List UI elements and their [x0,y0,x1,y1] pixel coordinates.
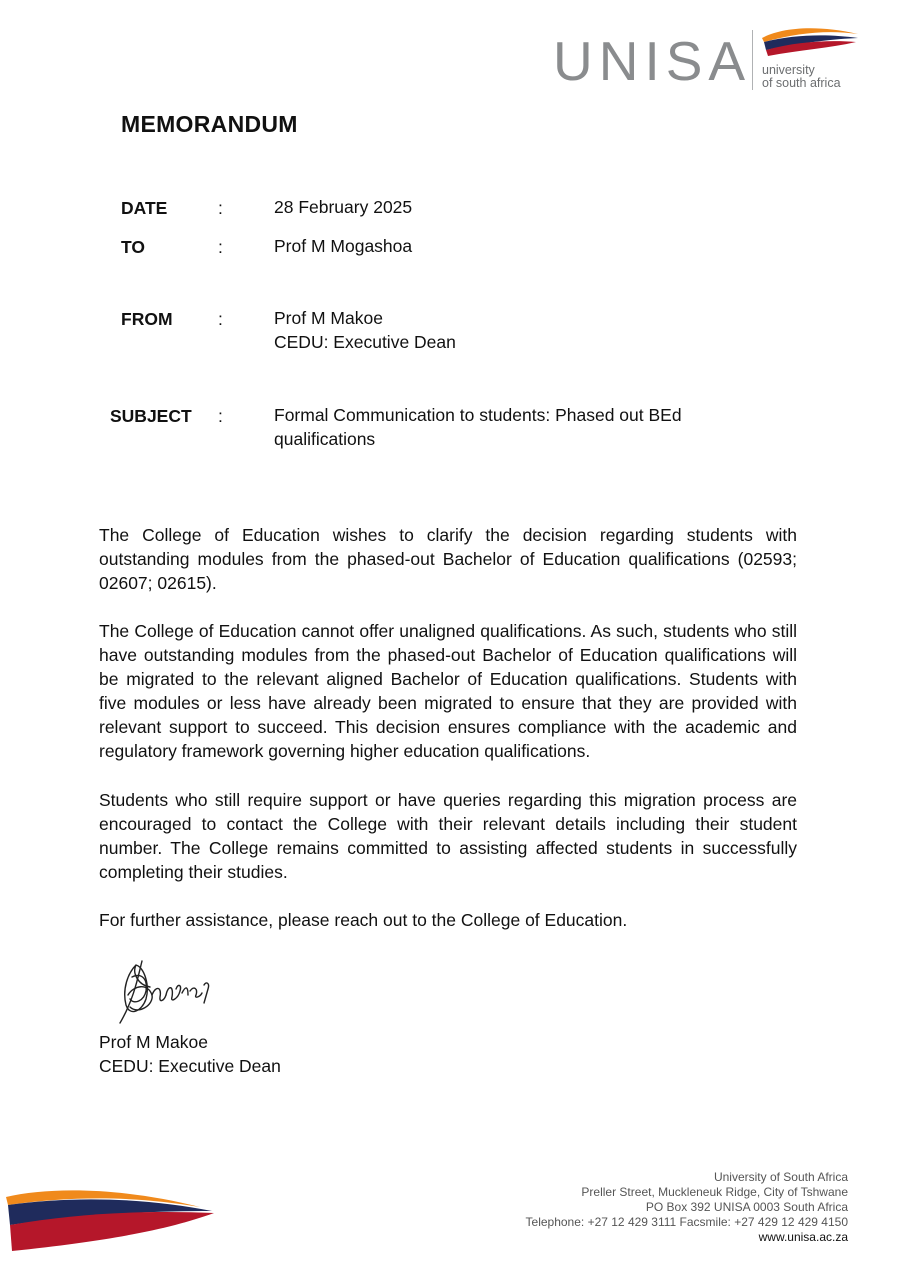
date-colon: : [218,198,223,218]
footer-website: www.unisa.ac.za [758,1230,848,1244]
footer-line4: Telephone: +27 12 429 3111 Facsmile: +27 429 12 429 4150 [525,1215,848,1229]
from-value [274,306,744,354]
memo-title: MEMORANDUM [121,111,298,137]
subject-colon: : [218,406,223,426]
body-paragraph-1 [99,523,797,595]
footer-line2: Preller Street, Muckleneuk Ridge, City of Tshwane [581,1185,848,1199]
logo-subtitle-line1: university [762,63,815,77]
logo-swoosh-icon [760,26,860,58]
from-name: Prof M Makoe [274,308,383,328]
paragraph-text: Students who still require support or have queries regarding this migration process are encouraged to contact the College with their relevant details including their student number. The College remains committed to assisting affected students in successfully completing their studies. [99,790,797,882]
body-paragraph-2 [99,619,797,763]
date-label: DATE [121,198,168,218]
date-value: 28 February 2025 [274,197,413,217]
signer-name: Prof M Makoe [99,1032,208,1052]
footer-line3: PO Box 392 UNISA 0003 South Africa [645,1200,848,1214]
subject-value: Formal Communication to students: Phased out BEd qualifications [274,405,682,449]
signer-block [99,1030,281,1078]
to-label: TO [121,237,145,257]
signer-title: CEDU: Executive Dean [99,1056,281,1076]
paragraph-text: The College of Education cannot offer unaligned qualifications. As such, students who still have outstanding modules from the phased-out Bachelor of Education qualifications will be migrated to the relevant aligned Bachelor of Education qualifications. Students with five modules or less have already been migrated to ensure that they are provided with relevant support to succeed. This decision ensures compliance with the academic and regulatory framework governing higher education qualifications. [99,621,797,761]
paragraph-text: For further assistance, please reach out to the College of Education. [99,910,628,930]
from-label: FROM [121,309,173,329]
footer-swoosh-icon [0,1185,220,1255]
unisa-logo [550,26,860,96]
to-colon: : [218,237,223,257]
footer-line1: University of South Africa [713,1170,848,1184]
body-paragraph-4 [99,908,797,932]
from-title: CEDU: Executive Dean [274,332,456,352]
from-colon: : [218,309,223,329]
signature-icon [108,955,218,1027]
logo-subtitle-line2: of south africa [762,76,841,90]
logo-wordmark: UNISA [553,30,752,92]
to-value: Prof M Mogashoa [274,236,413,256]
logo-divider [752,30,753,90]
paragraph-text: The College of Education wishes to clarify the decision regarding students with outstanding modules from the phased-out Bachelor of Education qualifications (02593; 02607; 02615). [99,525,797,593]
subject-label: SUBJECT [110,406,192,426]
footer-address [526,1170,848,1245]
body-paragraph-3 [99,788,797,884]
logo-subtitle [762,64,862,90]
